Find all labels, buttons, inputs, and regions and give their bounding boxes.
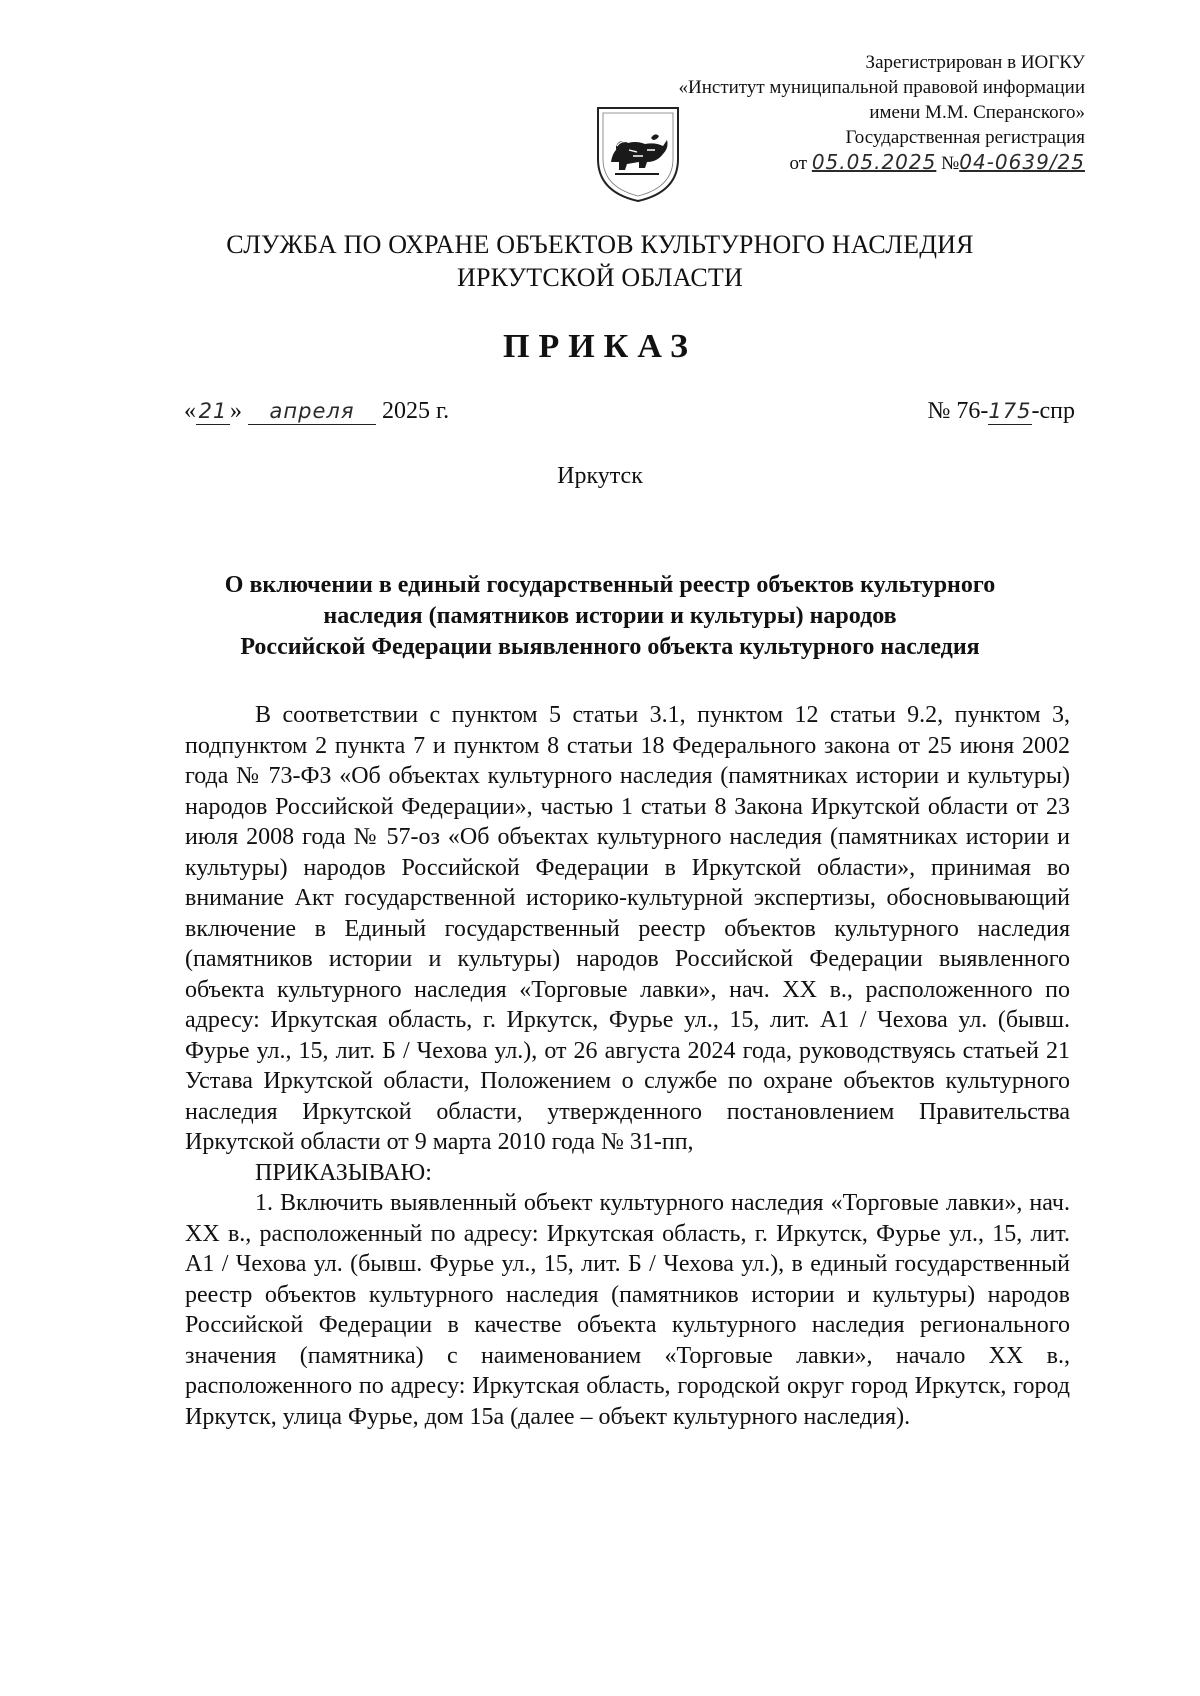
date-day: 21 (196, 398, 230, 425)
registration-date-value: 05.05.2025 (811, 150, 937, 174)
order-heading (150, 570, 1070, 663)
order-date (184, 398, 449, 425)
registration-number-prefix: № (941, 153, 960, 174)
date-month: апреля (248, 398, 376, 425)
order-number-prefix: № 76- (927, 398, 989, 424)
city: Иркутск (557, 463, 643, 489)
order-word: ПРИКАЗЫВАЮ: (255, 1159, 432, 1186)
date-year: 2025 г. (382, 398, 450, 424)
document-type: ПРИКАЗ (503, 328, 697, 365)
heading-line-1: О включении в единый государственный реестр объектов культурного (224, 572, 996, 598)
heading-line-3: Российской Федерации выявленного объекта культурного наследия (240, 634, 980, 660)
registration-stamp (679, 50, 1086, 176)
order-item-1: 1. Включить выявленный объект культурного наследия «Торговые лавки», нач. XX в., расположенный по адресу: Иркутская область, г. Иркутск, Фурье ул., 15, лит. А1 / Чехова ул. (бывш. Фурье ул., 15, лит. Б / Чехова ул.), в единый государственный реестр объектов культурного наследия (памятников истории и культуры) народов Российской Федерации в качестве объекта культурного наследия регионального значения (памятника) с наименованием «Торговые лавки», начало XX в., расположенного по адресу: Иркутская область, городской округ город Иркутск, город Иркутск, улица Фурье, дом 15а (далее – объект культурного наследия). (185, 1190, 1070, 1430)
heading-line-2: наследия (памятников истории и культуры) народов (323, 603, 897, 629)
authority-line-2: ИРКУТСКОЙ ОБЛАСТИ (456, 263, 743, 292)
order-body (185, 700, 1070, 1432)
registration-number-value: 04-0639/25 (959, 150, 1085, 174)
registration-date-line (679, 150, 1086, 176)
registration-line-4: Государственная регистрация (845, 127, 1085, 148)
date-open-quote: « (184, 398, 196, 424)
registration-line-3: имени М.М. Сперанского» (869, 102, 1085, 123)
order-number-value: 175 (988, 399, 1032, 423)
order-number (928, 398, 1075, 425)
preamble-paragraph: В соответствии с пунктом 5 статьи 3.1, пунктом 12 статьи 9.2, пунктом 3, подпунктом 2 пункта 7 и пунктом 8 статьи 18 Федерального закона от 25 июня 2002 года № 73-ФЗ «Об объектах культурного наследия (памятниках истории и культуры) народов Российской Федерации», частью 1 статьи 8 Закона Иркутской области от 23 июля 2008 года № 57-оз «Об объектах культурного наследия (памятниках истории и культуры) народов Российской Федерации в Иркутской области», принимая во внимание Акт государственной историко-культурной экспертизы, обосновывающий включение в Единый государственный реестр объектов культурного наследия (памятников истории и культуры) народов Российской Федерации выявленного объекта культурного наследия «Торговые лавки», нач. XX в., расположенного по адресу: Иркутская область, г. Иркутск, Фурье ул., 15, лит. А1 / Чехова ул. (бывш. Фурье ул., 15, лит. Б / Чехова ул.), от 26 августа 2024 года, руководствуясь статьей 21 Устава Иркутской области, Положением о службе по охране объектов культурного наследия Иркутской области, утвержденного постановлением Правительства Иркутской области от 9 марта 2010 года № 31-пп, (185, 702, 1070, 1155)
coat-of-arms-icon (593, 104, 683, 204)
date-close-quote: » (230, 398, 242, 424)
registration-date-prefix: от (789, 153, 808, 174)
issuing-authority (0, 228, 1200, 294)
order-number-suffix: -спр (1031, 398, 1075, 424)
registration-line-2: «Институт муниципальной правовой информации (678, 77, 1085, 98)
authority-line-1: СЛУЖБА ПО ОХРАНЕ ОБЪЕКТОВ КУЛЬТУРНОГО НАСЛЕДИЯ (226, 230, 974, 259)
registration-line-1: Зарегистрирован в ИОГКУ (865, 52, 1085, 73)
